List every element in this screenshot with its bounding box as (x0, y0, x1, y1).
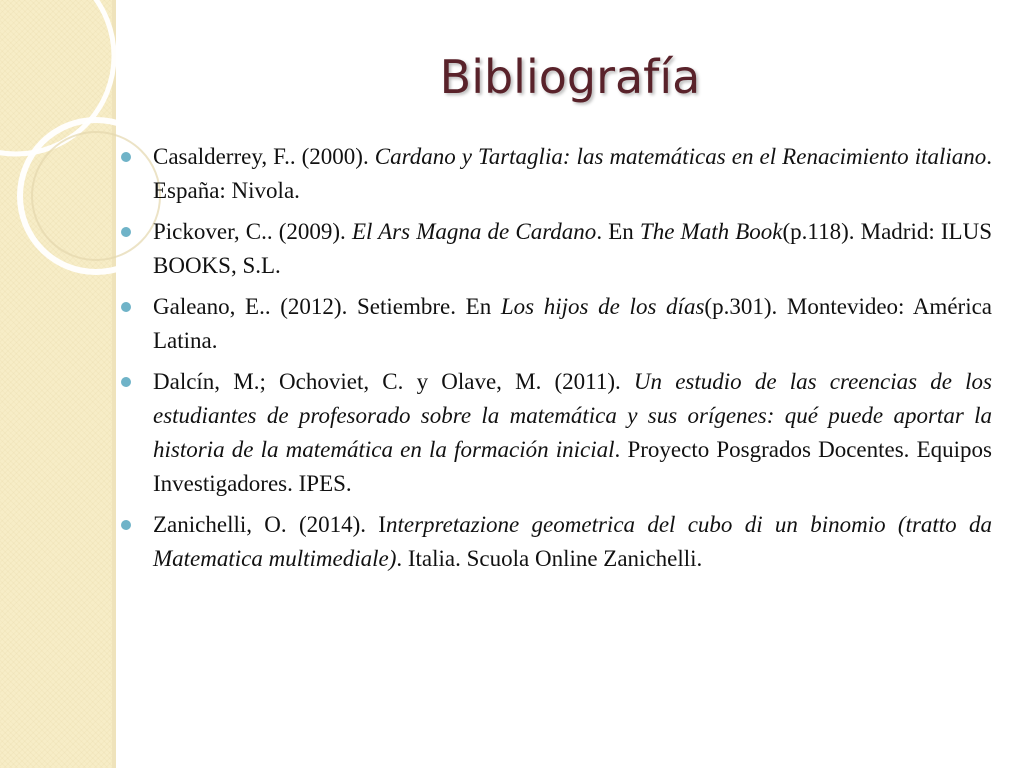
bibliography-entry (120, 215, 992, 283)
entry-text: (p.301). Montevideo: América Latina. (153, 294, 992, 353)
entry-italic-title: The Math Book (639, 219, 783, 244)
bullet-icon (121, 520, 131, 530)
entry-italic-title: El Ars Magna de Cardano (351, 219, 597, 244)
entry-italic-title: Los hijos de los días (500, 294, 705, 319)
entry-text: . En (596, 219, 640, 244)
bullet-icon (121, 377, 131, 387)
bibliography-list (120, 140, 992, 583)
bibliography-entry (120, 508, 992, 576)
entry-italic-title: nterpretazione geometrica del cubo di un binomio (tratto da Matematica multimediale) (153, 512, 992, 571)
entry-text: Dalcín, M.; Ochoviet, C. y Olave, M. (2011). (153, 369, 634, 394)
bibliography-entry (120, 290, 992, 358)
bullet-icon (121, 302, 131, 312)
bibliography-entry (120, 365, 992, 501)
entry-italic-title: Un estudio de las creencias de los estudiantes de profesorado sobre la matemática y sus orígenes: qué puede aportar la historia de la matemática en la formación inicial (153, 369, 992, 462)
entry-text: Casalderrey, F.. (2000). (153, 144, 375, 169)
bibliography-entry (120, 140, 992, 208)
entry-text: . Proyecto Posgrados Docentes. Equipos Investigadores. IPES. (153, 437, 992, 496)
entry-text: . Italia. Scuola Online Zanichelli. (396, 546, 703, 571)
entry-text: . España: Nivola. (153, 144, 993, 203)
entry-italic-title: Cardano y Tartaglia: las matemáticas en el Renacimiento italiano (374, 144, 987, 169)
entry-text: Pickover, C.. (2009). (153, 219, 352, 244)
bullet-icon (121, 152, 131, 162)
entry-text: Galeano, E.. (2012). Setiembre. En (153, 294, 501, 319)
entry-text: Zanichelli, O. (2014). I (153, 512, 386, 537)
bullet-icon (121, 227, 131, 237)
slide-title: Bibliografía (439, 50, 701, 104)
entry-text: (p.118). Madrid: ILUS BOOKS, S.L. (153, 219, 992, 278)
